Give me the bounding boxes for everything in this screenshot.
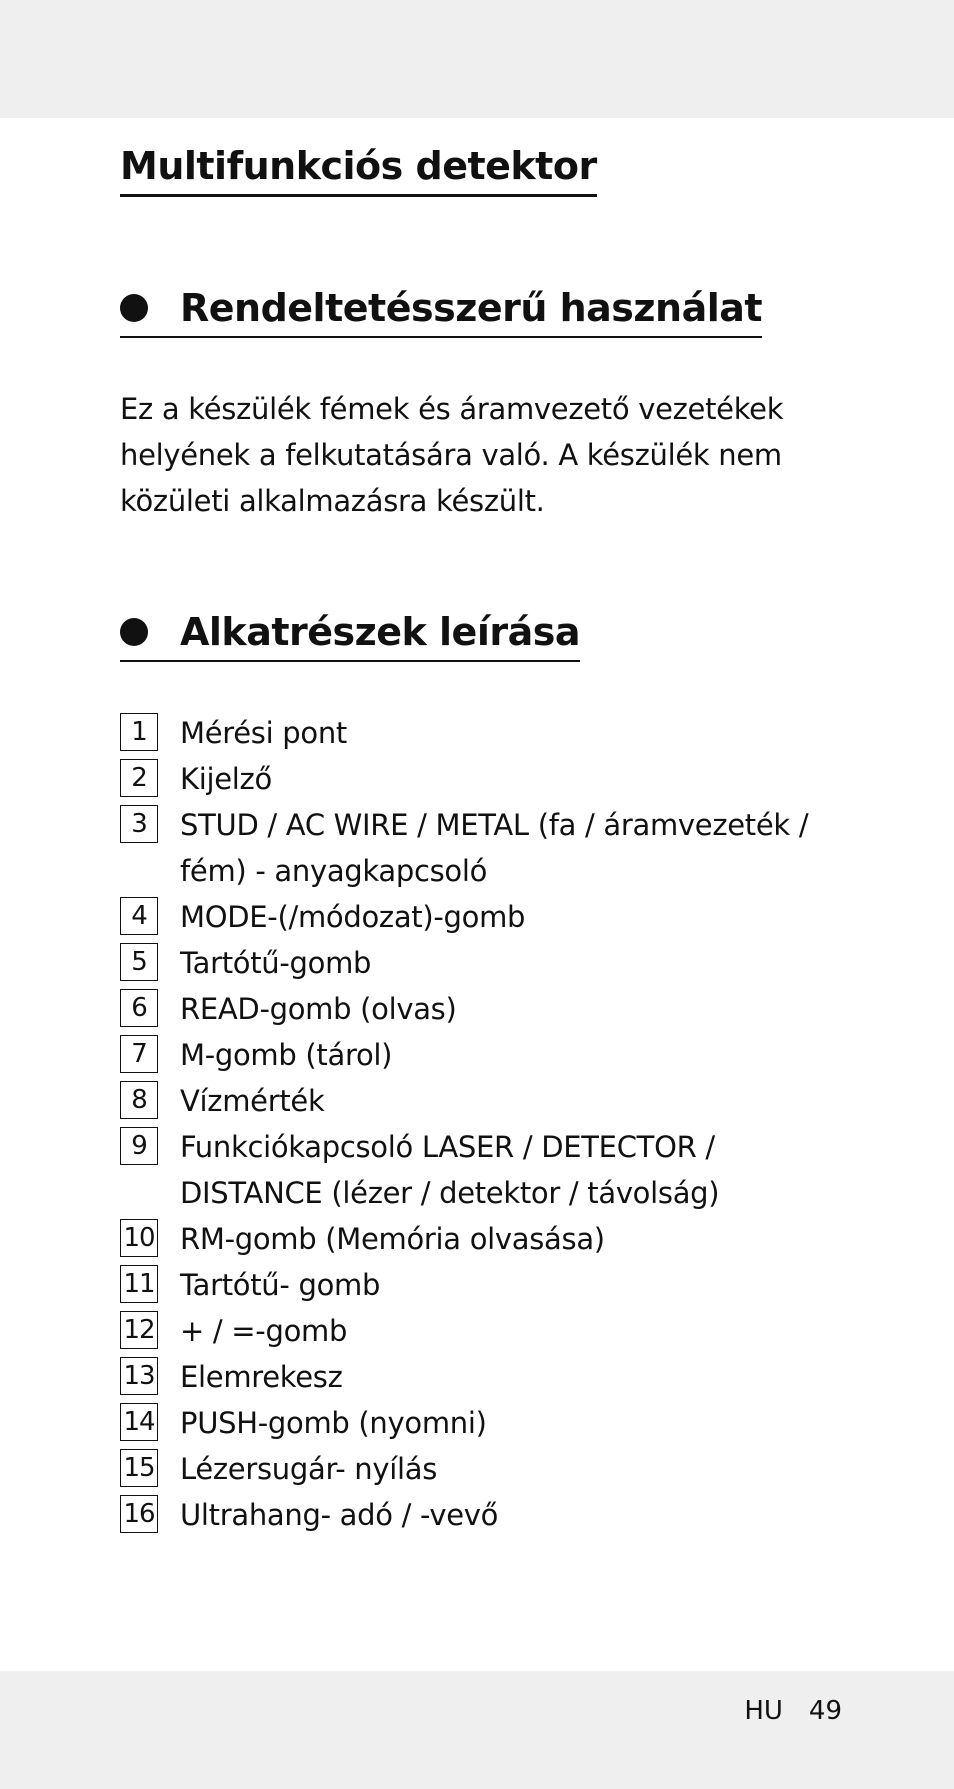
part-number-badge: 7 bbox=[120, 1035, 158, 1073]
part-number-badge: 9 bbox=[120, 1127, 158, 1165]
list-item bbox=[120, 1492, 860, 1538]
header-band bbox=[0, 0, 954, 118]
section-heading-text: Alkatrészek leírása bbox=[180, 610, 581, 654]
part-number-badge: 4 bbox=[120, 897, 158, 935]
list-item bbox=[120, 940, 860, 986]
part-label: STUD / AC WIRE / METAL (fa / áramvezeték / fém) - anyagkapcsoló bbox=[180, 808, 809, 888]
footer-band bbox=[0, 1671, 954, 1789]
part-number-badge: 8 bbox=[120, 1081, 158, 1119]
list-item bbox=[120, 986, 860, 1032]
part-label: Funkciókapcsoló LASER / DETECTOR / DISTANCE (lézer / detektor / távolság) bbox=[180, 1130, 720, 1210]
section-heading-parts bbox=[120, 610, 580, 662]
section-heading-text: Rendeltetésszerű használat bbox=[180, 286, 763, 330]
list-item bbox=[120, 1124, 860, 1216]
section-heading-intended-use bbox=[120, 286, 762, 338]
part-label: Ultrahang- adó / -vevő bbox=[180, 1498, 499, 1532]
part-label: Tartótű- gomb bbox=[180, 1268, 381, 1302]
part-label: Elemrekesz bbox=[180, 1360, 343, 1394]
list-item bbox=[120, 1078, 860, 1124]
part-number-badge: 15 bbox=[120, 1449, 158, 1487]
part-number-badge: 11 bbox=[120, 1265, 158, 1303]
list-item bbox=[120, 1400, 860, 1446]
part-number-badge: 3 bbox=[120, 805, 158, 843]
list-item bbox=[120, 1262, 860, 1308]
intended-use-paragraph: Ez a készülék fémek és áramvezető vezetékek helyének a felkutatására való. A készülék nem közületi alkalmazásra készült. bbox=[120, 392, 784, 518]
bullet-icon bbox=[120, 294, 148, 322]
list-item bbox=[120, 756, 860, 802]
part-number-badge: 5 bbox=[120, 943, 158, 981]
language-code: HU bbox=[744, 1696, 783, 1726]
part-number-badge: 10 bbox=[120, 1219, 158, 1257]
list-item bbox=[120, 1032, 860, 1078]
page-title: Multifunkciós detektor bbox=[120, 144, 597, 197]
part-label: M-gomb (tárol) bbox=[180, 1038, 393, 1072]
part-number-badge: 16 bbox=[120, 1495, 158, 1533]
part-label: PUSH-gomb (nyomni) bbox=[180, 1406, 487, 1440]
part-label: MODE-(/módozat)-gomb bbox=[180, 900, 526, 934]
part-label: READ-gomb (olvas) bbox=[180, 992, 457, 1026]
part-label: Lézersugár- nyílás bbox=[180, 1452, 438, 1486]
list-item bbox=[120, 1446, 860, 1492]
part-label: Mérési pont bbox=[180, 716, 347, 750]
part-label: Vízmérték bbox=[180, 1084, 325, 1118]
part-number-badge: 13 bbox=[120, 1357, 158, 1395]
part-label: Kijelző bbox=[180, 762, 272, 796]
page-number: 49 bbox=[808, 1696, 842, 1726]
parts-list bbox=[120, 710, 860, 1538]
part-number-badge: 1 bbox=[120, 713, 158, 751]
list-item bbox=[120, 894, 860, 940]
page-footer bbox=[744, 1696, 842, 1726]
part-number-badge: 14 bbox=[120, 1403, 158, 1441]
part-label: Tartótű-gomb bbox=[180, 946, 372, 980]
list-item bbox=[120, 802, 860, 894]
list-item bbox=[120, 1354, 860, 1400]
part-number-badge: 2 bbox=[120, 759, 158, 797]
list-item bbox=[120, 1216, 860, 1262]
part-number-badge: 6 bbox=[120, 989, 158, 1027]
list-item bbox=[120, 710, 860, 756]
list-item bbox=[120, 1308, 860, 1354]
part-number-badge: 12 bbox=[120, 1311, 158, 1349]
bullet-icon bbox=[120, 618, 148, 646]
part-label: RM-gomb (Memória olvasása) bbox=[180, 1222, 605, 1256]
part-label: + / =-gomb bbox=[180, 1314, 348, 1348]
